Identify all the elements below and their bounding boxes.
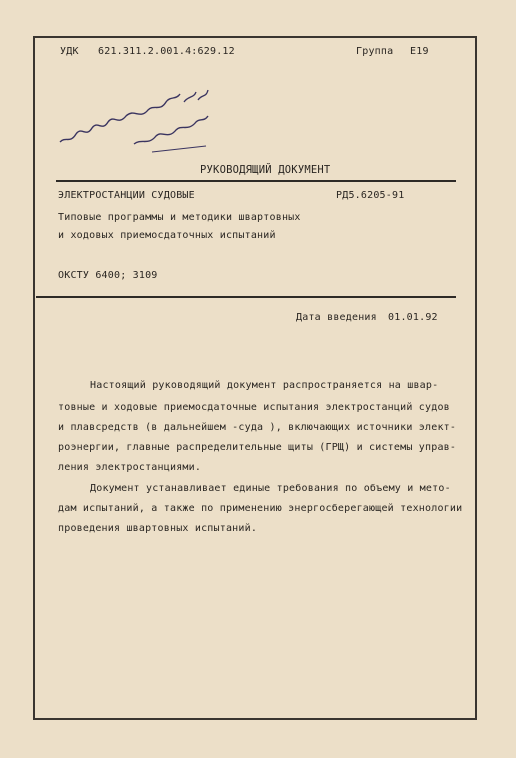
body-p1-line-4: роэнергии, главные распределительные щиты (ГРЩ) и системы управ- [58,442,457,453]
group-label: Группа [356,46,394,57]
okstu-code: ОКСТУ 6400; 3109 [58,270,158,281]
doc-name-line-2: и ходовых приемосдаточных испытаний [58,230,276,241]
body-p2-line-3: проведения швартовных испытаний. [58,523,258,534]
doc-subject: ЭЛЕКТРОСТАНЦИИ СУДОВЫЕ [58,190,195,201]
body-p1-line-1: Настоящий руководящий документ распространяется на швар- [90,380,439,391]
doc-code: РД5.6205-91 [336,190,405,201]
intro-date-value: 01.01.92 [388,312,438,323]
body-p1-line-3: и плавсредств (в дальнейшем -суда ), включающих источники элект- [58,422,457,433]
intro-date-label: Дата введения [296,312,377,323]
udk-label: УДК [60,46,79,57]
header-divider [36,296,456,298]
group-code: Е19 [410,46,429,57]
body-p2-line-1: Документ устанавливает единые требования по объему и мето- [90,483,451,494]
body-p1-line-5: ления электростанциями. [58,462,202,473]
body-p2-line-2: дам испытаний, а также по применению энергосберегающей технологии [58,503,463,514]
handwritten-annotation [56,86,216,156]
title-divider [56,180,456,182]
udk-code: 621.311.2.001.4:629.12 [98,46,235,57]
doc-name-line-1: Типовые программы и методики швартовных [58,212,301,223]
body-p1-line-2: товные и ходовые приемосдаточные испытания электростанций судов [58,402,450,413]
doc-type: РУКОВОДЯЩИЙ ДОКУМЕНТ [200,164,331,176]
